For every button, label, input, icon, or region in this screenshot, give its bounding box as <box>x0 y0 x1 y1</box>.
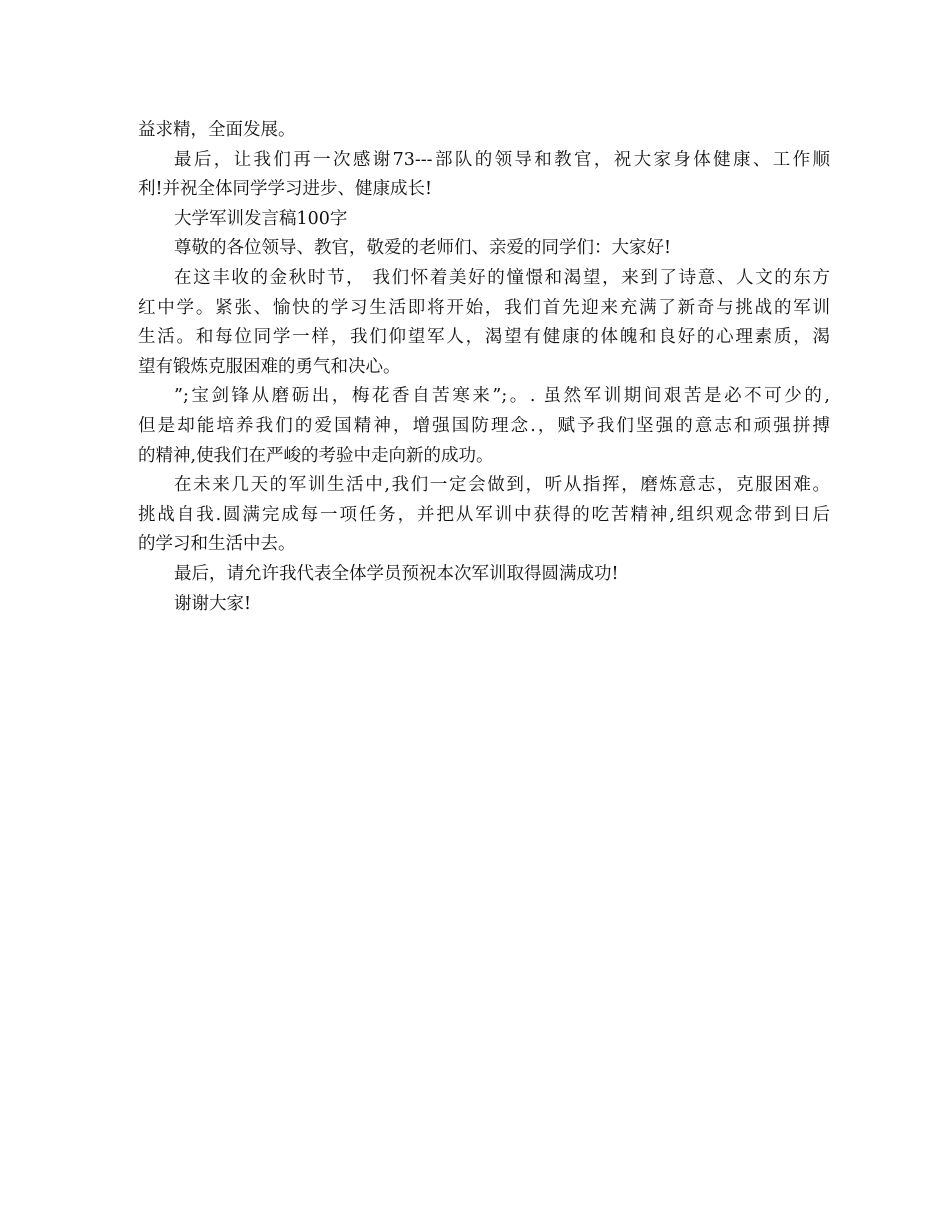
paragraph-line-wish: 最后，请允许我代表全体学员预祝本次军训取得圆满成功! <box>174 563 619 584</box>
paragraph-line: 在未来几天的军训生活中,我们一定会做到，听从指挥，磨炼意志，克服困难。 <box>174 475 830 496</box>
paragraph-line: 利!并祝全体同学学习进步、健康成长! <box>138 179 433 200</box>
paragraph-line: 但是却能培养我们的爱国精神，增强国防理念.，赋予我们坚强的意志和顽强拼搏 <box>138 415 830 436</box>
paragraph-line: 望有锻炼克服困难的勇气和决心。 <box>138 356 401 377</box>
paragraph-line: 红中学。紧张、愉快的学习生活即将开始，我们首先迎来充满了新奇与挑战的军训 <box>138 297 830 318</box>
paragraph-line-continuation: 益求精，全面发展。 <box>138 120 296 140</box>
speech-text-body <box>138 116 830 619</box>
section-heading: 大学军训发言稿100字 <box>174 208 348 229</box>
closing-thanks-line: 谢谢大家! <box>174 593 252 614</box>
greeting-line: 尊敬的各位领导、教官，敬爱的老师们、亲爱的同学们：大家好! <box>174 238 672 259</box>
paragraph-line: 的精神,使我们在严峻的考验中走向新的成功。 <box>138 445 494 466</box>
paragraph-line: 在这丰收的金秋时节， 我们怀着美好的憧憬和渴望，来到了诗意、人文的东方 <box>174 267 830 288</box>
paragraph-line-closing-thanks: 最后，让我们再一次感谢73---部队的领导和教官，祝大家身体健康、工作顺 <box>174 149 830 170</box>
paragraph-line-quote: ”;宝剑锋从磨砺出，梅花香自苦寒来”;。. 虽然军训期间艰苦是必不可少的, <box>174 386 830 407</box>
paragraph-line: 生活。和每位同学一样，我们仰望军人，渴望有健康的体魄和良好的心理素质，渴 <box>138 327 830 348</box>
paragraph-line: 挑战自我.圆满完成每一项任务，并把从军训中获得的吃苦精神,组织观念带到日后 <box>138 504 830 525</box>
paragraph-line: 的学习和生活中去。 <box>138 534 296 555</box>
